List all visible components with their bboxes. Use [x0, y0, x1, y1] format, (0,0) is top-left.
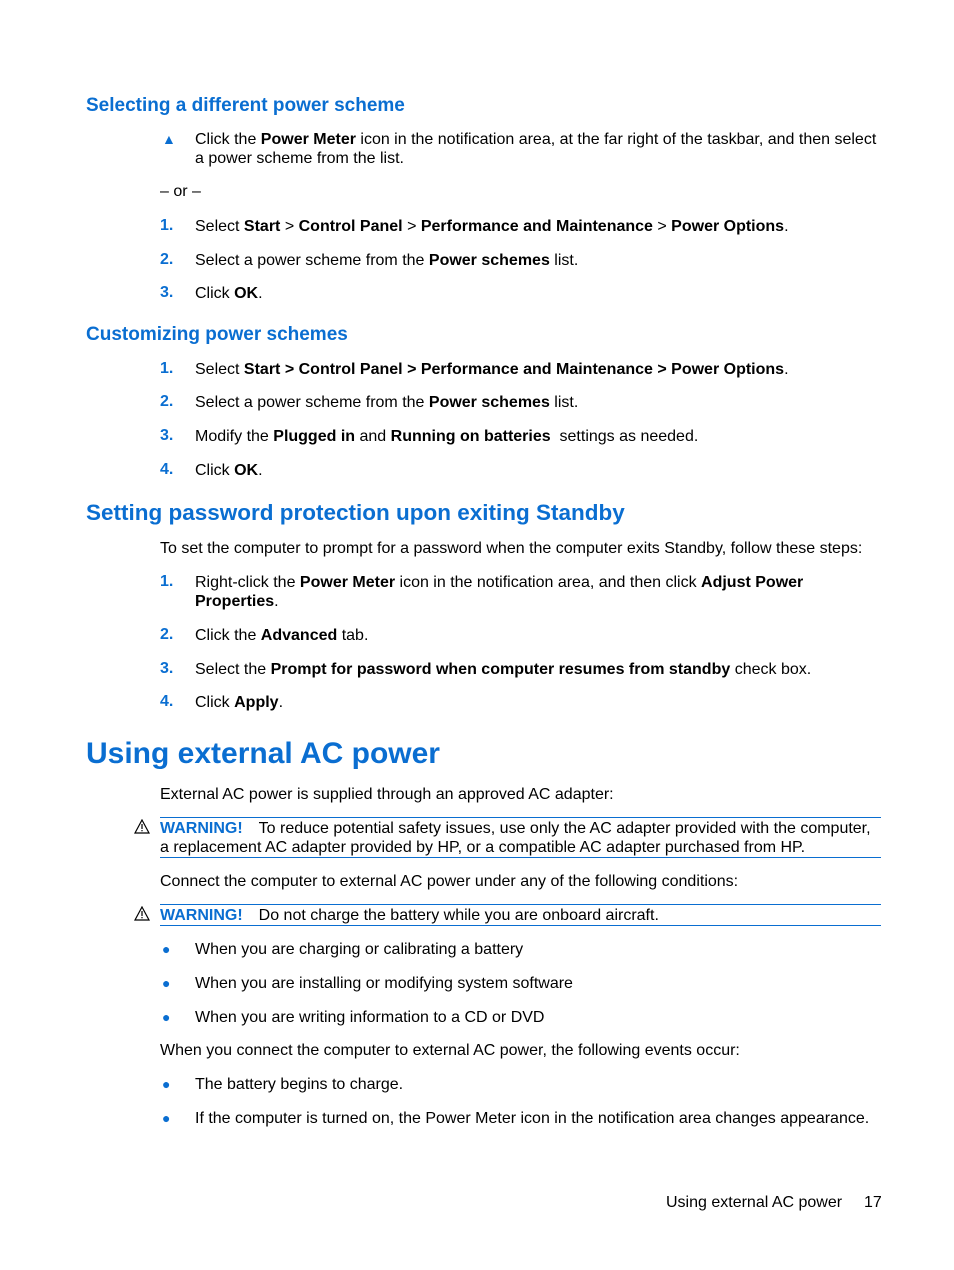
- step-text: Click the Advanced tab.: [195, 627, 369, 644]
- bullet-dot-icon: ●: [162, 975, 171, 991]
- step-text: Select Start > Control Panel > Performance and Maintenance > Power Options.: [195, 361, 789, 378]
- step-number: 3.: [160, 427, 174, 444]
- ac-events: When you connect the computer to external AC power, the following events occur:: [160, 1042, 740, 1059]
- heading-password-protection: Setting password protection upon exiting Standby: [86, 500, 625, 525]
- or-separator: – or –: [160, 183, 201, 200]
- step-number: 2.: [160, 251, 174, 268]
- triangle-up-icon: ▲: [162, 131, 176, 147]
- step-number: 3.: [160, 660, 174, 677]
- list-item: When you are writing information to a CD or DVD: [195, 1009, 545, 1026]
- step-text: Click Apply.: [195, 694, 284, 711]
- step-text: Click OK.: [195, 462, 263, 479]
- warning-top-rule: [160, 817, 881, 818]
- bullet-dot-icon: ●: [162, 941, 171, 957]
- step-number: 1.: [160, 360, 174, 377]
- step-text: Right-click the Power Meter icon in the notification area, and then click Adjust Power Properties.: [195, 574, 804, 610]
- page-number: 17: [864, 1194, 882, 1211]
- warning-text: Do not charge the battery while you are onboard aircraft.: [258, 907, 659, 924]
- step-number: 4.: [160, 693, 174, 710]
- standby-intro: To set the computer to prompt for a password when the computer exits Standby, follow these steps:: [160, 540, 863, 557]
- warning-text-line2: a replacement AC adapter provided by HP, or a compatible AC adapter purchased from HP.: [160, 839, 806, 856]
- step-number: 1.: [160, 217, 174, 234]
- step-text: Select a power scheme from the Power schemes list.: [195, 394, 579, 411]
- warning-box: [160, 819, 885, 857]
- step-text: Select the Prompt for password when computer resumes from standby check box.: [195, 661, 812, 678]
- warning-bottom-rule: [160, 857, 881, 858]
- ac-conditions: Connect the computer to external AC power under any of the following conditions:: [160, 873, 739, 890]
- step-number: 2.: [160, 626, 174, 643]
- step-text: Select Start > Control Panel > Performance and Maintenance > Power Options.: [195, 218, 789, 235]
- warning-box: [160, 906, 885, 925]
- step-number: 4.: [160, 461, 174, 478]
- bullet-dot-icon: ●: [162, 1110, 171, 1126]
- step-text: Modify the Plugged in and Running on batteries settings as needed.: [195, 428, 699, 445]
- bullet-dot-icon: ●: [162, 1009, 171, 1025]
- warning-label: WARNING!: [160, 820, 243, 837]
- step-text: Click OK.: [195, 285, 263, 302]
- ac-intro: External AC power is supplied through an approved AC adapter:: [160, 786, 614, 803]
- warning-label: WARNING!: [160, 907, 243, 924]
- list-item: When you are charging or calibrating a battery: [195, 941, 524, 958]
- heading-customizing-power-schemes: Customizing power schemes: [86, 324, 348, 345]
- step-text: Select a power scheme from the Power schemes list.: [195, 252, 579, 269]
- warning-top-rule: [160, 904, 881, 905]
- warning-triangle-icon: [134, 819, 150, 839]
- step-number: 2.: [160, 393, 174, 410]
- list-item: The battery begins to charge.: [195, 1076, 404, 1093]
- step-a-text: Click the Power Meter icon in the notification area, at the far right of the taskbar, and then select a power scheme from the list.: [195, 131, 877, 167]
- footer-title: Using external AC power: [666, 1194, 843, 1211]
- list-item: When you are installing or modifying system software: [195, 975, 573, 992]
- list-item: If the computer is turned on, the Power Meter icon in the notification area changes appearance.: [195, 1110, 870, 1127]
- heading-using-external-ac-power: Using external AC power: [86, 737, 440, 770]
- heading-selecting-power-scheme: Selecting a different power scheme: [86, 95, 405, 116]
- bullet-dot-icon: ●: [162, 1076, 171, 1092]
- step-number: 1.: [160, 573, 174, 590]
- warning-text: To reduce potential safety issues, use only the AC adapter provided with the computer,: [258, 820, 871, 837]
- warning-bottom-rule: [160, 925, 881, 926]
- step-number: 3.: [160, 284, 174, 301]
- warning-triangle-icon: [134, 906, 150, 926]
